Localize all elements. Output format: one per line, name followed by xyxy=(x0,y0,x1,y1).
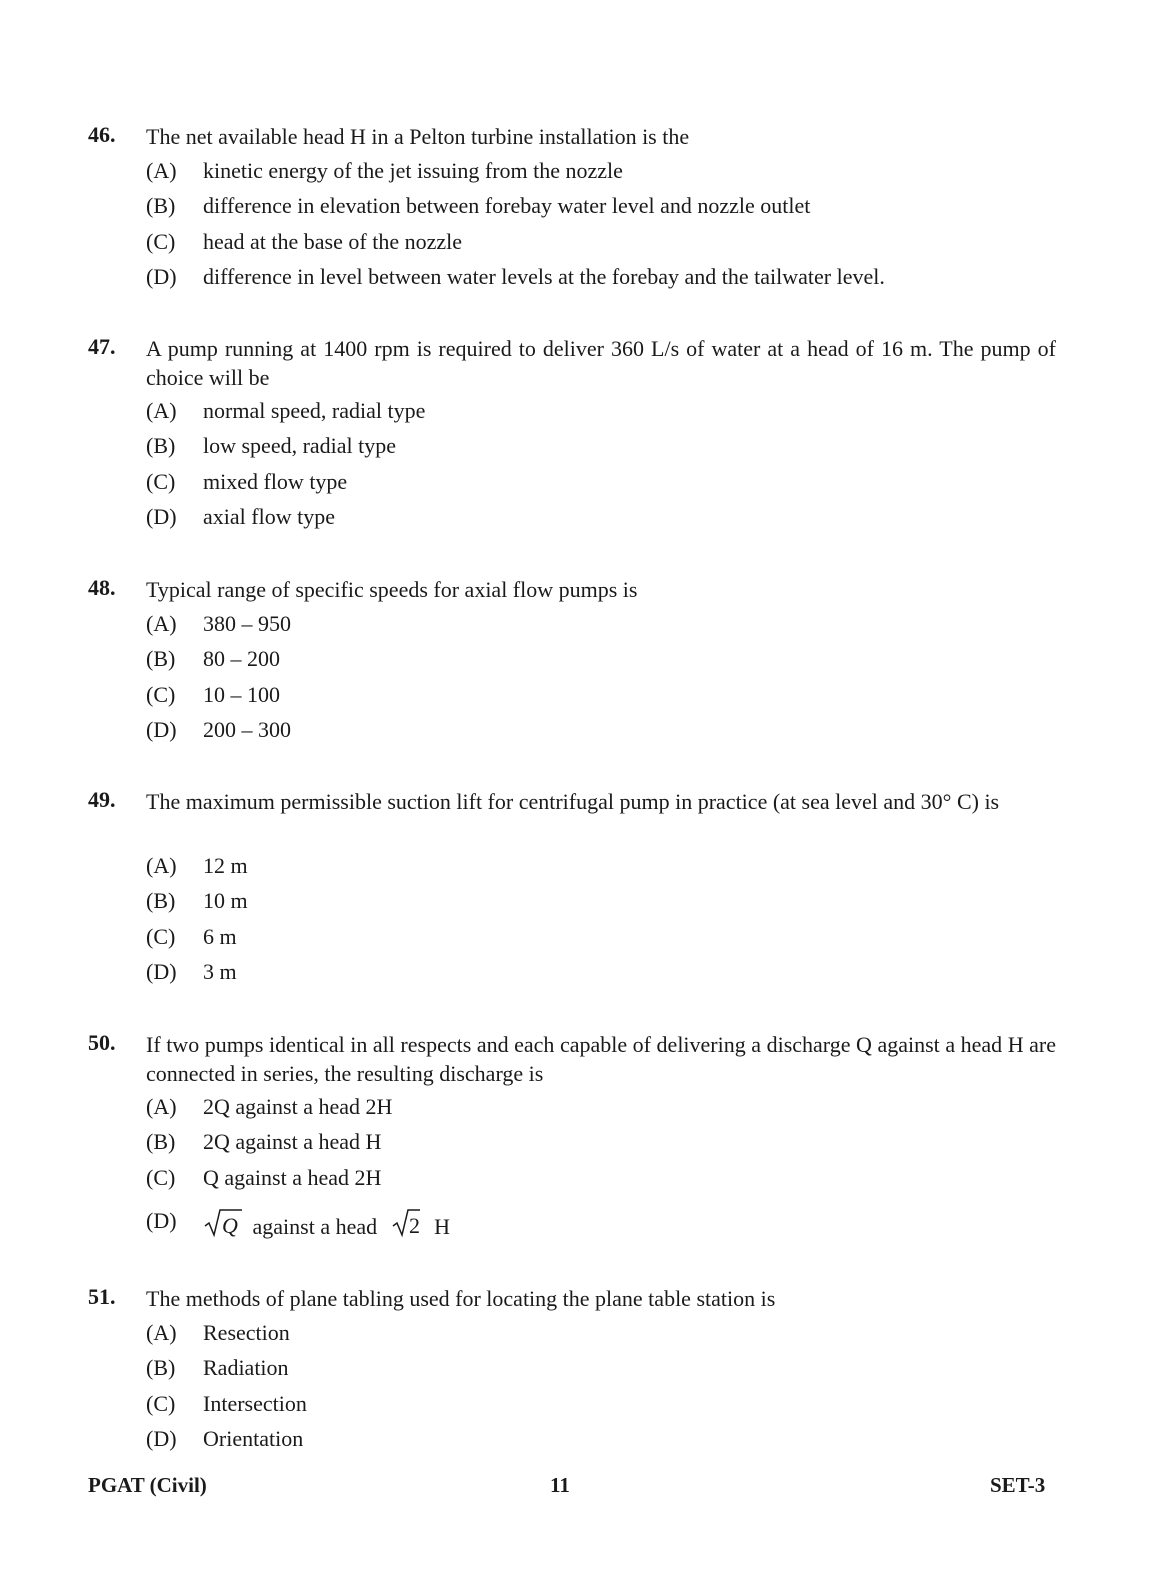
option-b xyxy=(146,193,1056,223)
option-d xyxy=(146,1208,1056,1244)
option-label: (D) xyxy=(146,1208,177,1233)
question-number: 49. xyxy=(88,787,116,812)
question-text: If two pumps identical in all respects and each capable of delivering a discharge Q against a head H are connected in series, the resulting discharge is xyxy=(146,1032,1056,1086)
option-a xyxy=(146,158,1056,188)
question-text: The methods of plane tabling used for locating the plane table station is xyxy=(146,1286,776,1311)
option-label: (D) xyxy=(146,504,177,529)
option-b xyxy=(146,1355,1056,1385)
option-label: (A) xyxy=(146,1094,177,1119)
option-text: Resection xyxy=(203,1320,290,1345)
option-text: Q against a head 2H xyxy=(203,1165,382,1190)
option-text: normal speed, radial type xyxy=(203,398,426,423)
option-c xyxy=(146,682,1056,712)
option-b xyxy=(146,646,1056,676)
option-label: (B) xyxy=(146,433,176,458)
option-text: difference in level between water levels at the forebay and the tailwater level. xyxy=(203,264,885,289)
option-c xyxy=(146,1391,1056,1421)
option-text: 2Q against a head 2H xyxy=(203,1094,393,1119)
question-number: 48. xyxy=(88,575,116,600)
option-label: (B) xyxy=(146,1129,176,1154)
option-text: 10 – 100 xyxy=(203,682,280,707)
option-a xyxy=(146,611,1056,641)
option-d xyxy=(146,959,1056,989)
footer-page-number: 11 xyxy=(550,1473,570,1497)
option-c xyxy=(146,229,1056,259)
option-text: 3 m xyxy=(203,959,237,984)
option-c xyxy=(146,924,1056,954)
option-label: (B) xyxy=(146,888,176,913)
option-a xyxy=(146,853,1056,883)
radicand-2: 2 xyxy=(408,1213,420,1238)
question-number: 47. xyxy=(88,334,116,359)
footer-set-code: SET-3 xyxy=(990,1473,1046,1497)
option-text: difference in elevation between forebay water level and nozzle outlet xyxy=(203,193,811,218)
option-label: (C) xyxy=(146,1391,176,1416)
option-label: (A) xyxy=(146,398,177,423)
sqrt-q-expression xyxy=(203,1208,243,1238)
option-text: 380 – 950 xyxy=(203,611,291,636)
option-text: 2Q against a head H xyxy=(203,1129,382,1154)
question-text: The net available head H in a Pelton turbine installation is the xyxy=(146,124,690,149)
sqrt-sign-icon xyxy=(203,1208,243,1238)
option-text: 6 m xyxy=(203,924,237,949)
option-text-end: H xyxy=(434,1214,450,1239)
option-text: Orientation xyxy=(203,1426,304,1451)
option-label: (B) xyxy=(146,646,176,671)
option-label: (C) xyxy=(146,229,176,254)
option-text: 12 m xyxy=(203,853,248,878)
option-a xyxy=(146,1320,1056,1350)
question-number: 51. xyxy=(88,1284,116,1309)
option-label: (B) xyxy=(146,1355,176,1380)
sqrt-sign-icon xyxy=(391,1208,421,1238)
option-text-middle: against a head xyxy=(252,1214,378,1239)
option-label: (A) xyxy=(146,1320,177,1345)
option-label: (C) xyxy=(146,469,176,494)
option-a xyxy=(146,1094,1056,1124)
option-d xyxy=(146,264,1056,294)
option-text: Intersection xyxy=(203,1391,307,1416)
option-label: (A) xyxy=(146,158,177,183)
question-number: 50. xyxy=(88,1030,116,1055)
option-label: (C) xyxy=(146,682,176,707)
option-text: 200 – 300 xyxy=(203,717,291,742)
option-d xyxy=(146,504,1056,534)
radicand-q: Q xyxy=(222,1213,238,1238)
option-label: (D) xyxy=(146,717,177,742)
option-label: (C) xyxy=(146,924,176,949)
option-text: low speed, radial type xyxy=(203,433,397,458)
option-c xyxy=(146,1165,1056,1195)
option-b xyxy=(146,433,1056,463)
option-text: 10 m xyxy=(203,888,248,913)
footer-exam-name: PGAT (Civil) xyxy=(88,1473,207,1497)
option-text: mixed flow type xyxy=(203,469,348,494)
option-label: (B) xyxy=(146,193,176,218)
option-text: 80 – 200 xyxy=(203,646,280,671)
question-text: Typical range of specific speeds for axial flow pumps is xyxy=(146,577,638,602)
option-c xyxy=(146,469,1056,499)
option-text: axial flow type xyxy=(203,504,335,529)
option-label: (D) xyxy=(146,959,177,984)
option-text xyxy=(203,1208,450,1240)
option-a xyxy=(146,398,1056,428)
option-text: head at the base of the nozzle xyxy=(203,229,462,254)
option-b xyxy=(146,888,1056,918)
option-label: (A) xyxy=(146,853,177,878)
option-d xyxy=(146,717,1056,747)
option-text: Radiation xyxy=(203,1355,289,1380)
sqrt-2-expression xyxy=(391,1208,421,1238)
option-label: (D) xyxy=(146,1426,177,1451)
option-label: (A) xyxy=(146,611,177,636)
question-text: A pump running at 1400 rpm is required to deliver 360 L/s of water at a head of 16 m. The pump of choice will be xyxy=(146,336,1056,390)
option-label: (C) xyxy=(146,1165,176,1190)
option-b xyxy=(146,1129,1056,1159)
question-text: The maximum permissible suction lift for centrifugal pump in practice (at sea level and 30° C) is xyxy=(146,789,1000,814)
option-d xyxy=(146,1426,1056,1456)
option-label: (D) xyxy=(146,264,177,289)
question-number: 46. xyxy=(88,122,116,147)
option-text: kinetic energy of the jet issuing from the nozzle xyxy=(203,158,623,183)
